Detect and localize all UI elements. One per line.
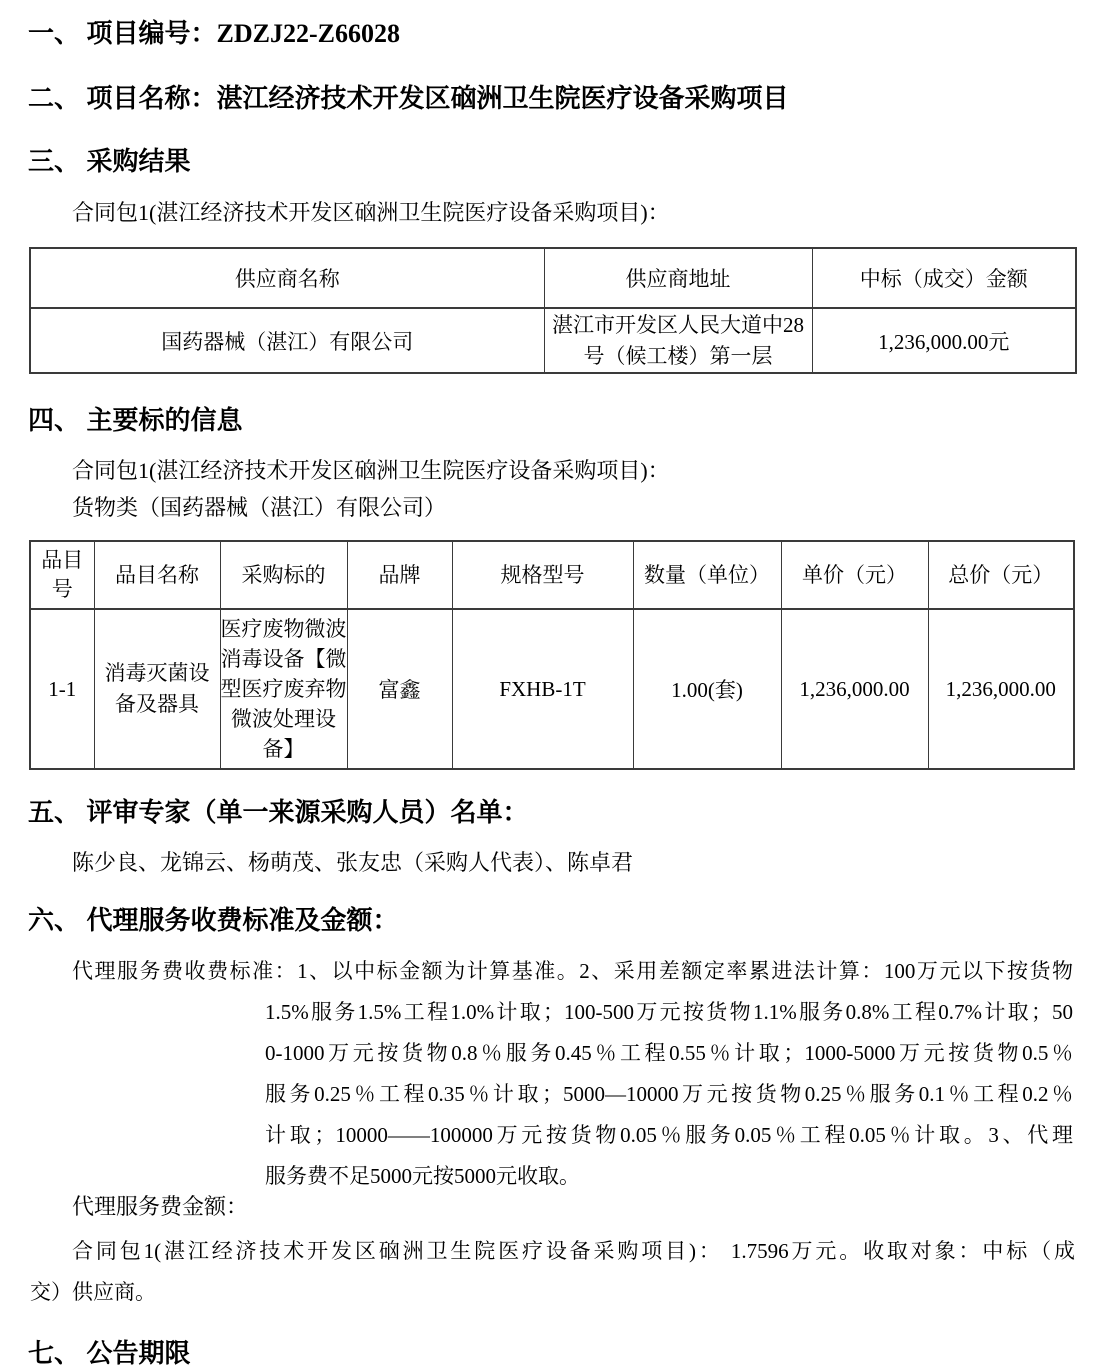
result-header-supplier-address: 供应商地址: [544, 248, 812, 308]
items-cell-total-price: 1,236,000.00: [928, 609, 1074, 769]
items-table: [29, 540, 1075, 770]
agency-fee-amount-paragraph: [30, 1231, 1075, 1313]
section-7-heading: 七、 公告期限: [28, 1339, 191, 1366]
fee-standard-line-3: 0-1000万元按货物0.8％服务0.45％工程0.55％计取；1000-5000万元按货物0.5％: [265, 1041, 1073, 1065]
agency-fee-amount-label: 代理服务费金额：: [72, 1194, 249, 1219]
items-cell-item-name: 消毒灭菌设备及器具: [94, 609, 220, 769]
items-header-brand: 品牌: [347, 541, 452, 609]
section-3-package-intro: 合同包1(湛江经济技术开发区硇洲卫生院医疗设备采购项目)：: [72, 200, 670, 225]
fee-amount-line-1: 合同包1(湛江经济技术开发区硇洲卫生院医疗设备采购项目)： 1.7596万元。收取对象：中标（成: [72, 1239, 1075, 1263]
fee-standard-line-5: 计取；10000——100000万元按货物0.05％服务0.05％工程0.05％计取。3、代理: [265, 1123, 1073, 1147]
section-2-heading: 二、 项目名称：湛江经济技术开发区硇洲卫生院医疗设备采购项目: [28, 84, 789, 113]
fee-standard-line-4: 服务0.25％工程0.35％计取；5000—10000万元按货物0.25％服务0.1％工程0.2％: [265, 1082, 1073, 1106]
result-header-award-amount: 中标（成交）金额: [812, 248, 1076, 308]
items-header-model: 规格型号: [452, 541, 633, 609]
section-1-heading: 一、 项目编号：ZDZJ22-Z66028: [28, 19, 400, 48]
items-table-row: [30, 609, 1074, 769]
items-cell-quantity: 1.00(套): [633, 609, 781, 769]
result-cell-supplier-address: 湛江市开发区人民大道中28号（候工楼）第一层: [544, 308, 812, 373]
items-cell-model: FXHB-1T: [452, 609, 633, 769]
section-5-expert-names: 陈少良、龙锦云、杨萌茂、张友忠（采购人代表）、陈卓君: [72, 850, 634, 875]
result-table: [29, 247, 1077, 374]
result-header-supplier-name: 供应商名称: [30, 248, 544, 308]
fee-standard-line-6: 服务费不足5000元按5000元收取。: [265, 1164, 580, 1188]
items-header-item-name: 品目名称: [94, 541, 220, 609]
section-5-heading: 五、 评审专家（单一来源采购人员）名单：: [28, 798, 529, 827]
items-cell-item-no: 1-1: [30, 609, 94, 769]
items-cell-unit-price: 1,236,000.00: [781, 609, 928, 769]
result-cell-award-amount: 1,236,000.00元: [812, 308, 1076, 373]
fee-standard-line-1: 代理服务费收费标准：1、以中标金额为计算基准。2、采用差额定率累进法计算：100万元以下按货物: [72, 959, 1073, 983]
result-cell-supplier-name: 国药器械（湛江）有限公司: [30, 308, 544, 373]
fee-standard-line-2: 1.5%服务1.5%工程1.0%计取；100-500万元按货物1.1%服务0.8%工程0.7%计取；50: [265, 1000, 1073, 1024]
section-3-heading: 三、 采购结果: [28, 147, 191, 176]
fee-amount-line-2: 交）供应商。: [30, 1280, 156, 1304]
section-4-category-intro: 货物类（国药器械（湛江）有限公司）: [72, 495, 447, 520]
result-table-header-row: [30, 248, 1076, 308]
items-header-subject: 采购标的: [220, 541, 347, 609]
items-header-item-no: 品目号: [30, 541, 94, 609]
section-4-package-intro: 合同包1(湛江经济技术开发区硇洲卫生院医疗设备采购项目)：: [72, 458, 670, 483]
section-4-heading: 四、 主要标的信息: [28, 406, 243, 435]
items-header-quantity: 数量（单位）: [633, 541, 781, 609]
items-cell-brand: 富鑫: [347, 609, 452, 769]
result-table-row: [30, 308, 1076, 373]
items-header-total-price: 总价（元）: [928, 541, 1074, 609]
section-6-heading: 六、 代理服务收费标准及金额：: [28, 906, 399, 935]
items-header-unit-price: 单价（元）: [781, 541, 928, 609]
agency-fee-standard-paragraph: [72, 951, 1073, 1197]
items-cell-subject: 医疗废物微波消毒设备【微型医疗废弃物微波处理设备】: [220, 609, 347, 769]
items-table-header-row: [30, 541, 1074, 609]
